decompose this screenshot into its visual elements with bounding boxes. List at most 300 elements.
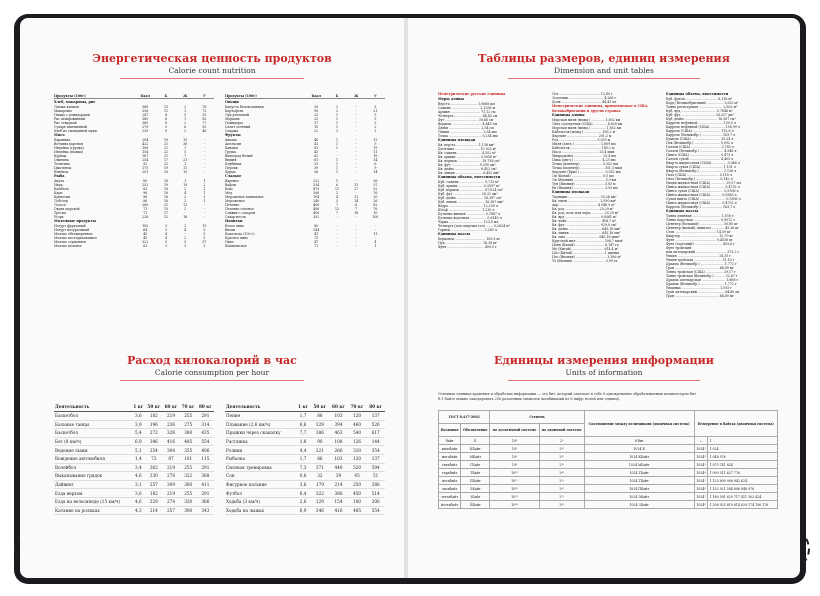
consumption-cell: 463 (329, 429, 348, 438)
energy-cell: Ягнёнок (54, 170, 69, 174)
energy-cell: 21 (163, 142, 169, 146)
energy-cell: Мороженое ванильное (225, 195, 264, 199)
energy-cell: Картофель (225, 109, 244, 113)
energy-cell: - (336, 232, 338, 236)
dimension-row: Кабельтов (межд.) ................. 185,2 м (552, 130, 616, 134)
info-cell: ЗБайт (461, 493, 490, 501)
energy-cell: Кекс (225, 187, 234, 191)
energy-cell: 5 (374, 105, 377, 109)
dimension-row: Фунт .................................... 409,5 г (438, 244, 497, 249)
energy-cell: 5 (203, 228, 206, 232)
energy-cell: 10 (373, 211, 378, 215)
energy-cell: 5 (203, 236, 206, 240)
consumption-cell: 32 (311, 472, 330, 481)
consumption-cell: 343 (197, 506, 214, 515)
dimension-row: Тонна тройская (США) ................. 29,17 г (666, 270, 736, 274)
info-cell: 1 048 576 (708, 453, 778, 461)
energy-cell: 7 (184, 154, 187, 158)
energy-cell: 32 (202, 113, 207, 117)
consumption-row (225, 429, 385, 438)
dimension-row: Кв. дюйм ......................... 6,452 см² (438, 166, 497, 171)
consumption-header-cell: 80 кг (366, 402, 385, 412)
info-cell: 10⁶ (490, 453, 539, 461)
energy-cell: Рис шлифованный (54, 117, 86, 121)
info-cell: 1024³ (694, 461, 708, 469)
consumption-cell: Выкапывание грядок (54, 472, 131, 481)
energy-cell: Спаржа (225, 129, 239, 133)
consumption-cell: 485 (180, 437, 197, 446)
energy-cell: 8 (164, 121, 167, 125)
energy-cell: - (355, 166, 357, 170)
consumption-cell: 3,4 (131, 463, 145, 472)
energy-cell: - (336, 215, 338, 219)
consumption-cell: 7,3 (296, 463, 311, 472)
consumption-cell: 254 (145, 446, 162, 455)
consumption-row (54, 420, 214, 429)
consumption-cell: 214 (329, 480, 348, 489)
dimension-row: Баррель (Великобр.) .................... 163,7 л (666, 205, 736, 209)
consumption-cell: 144 (366, 437, 385, 446)
dimension-divider (508, 78, 700, 79)
dimension-row: Баррель (Великобр.) .................... 163,7 л (666, 133, 736, 137)
energy-cell: 392 (313, 215, 320, 219)
energy-cell: 76 (373, 191, 378, 195)
energy-cell: 63 (143, 244, 148, 248)
info-cell: зеттабайт (439, 493, 461, 501)
dimension-subtitle: Dimension and unit tables (554, 66, 654, 75)
consumption-cell: 4,3 (131, 506, 145, 515)
energy-cell: 14 (373, 170, 378, 174)
consumption-cell: 255 (180, 489, 197, 498)
energy-cell: 16 (183, 215, 188, 219)
consumption-cell: 360 (180, 480, 197, 489)
dimension-row: Кварта жидкостная (США) .............. 0,946 л (666, 161, 740, 165)
energy-cell: 15 (183, 138, 188, 142)
dimension-row: Куб. фут ........................... 28,32 дм³ (438, 191, 498, 196)
energy-cell: 19 (163, 183, 169, 187)
consumption-cell: 3,9 (131, 420, 145, 429)
info-cell: 10²¹ (490, 493, 539, 501)
dimension-subheading: Единицы массы (438, 231, 471, 236)
dimension-subheading: Единицы объема, вместимости (666, 92, 729, 96)
consumption-cell: 346 (311, 506, 330, 515)
consumption-row (54, 429, 214, 438)
consumption-cell: Волейбол (54, 463, 131, 472)
energy-cell: Шампанское (225, 244, 247, 248)
consumption-cell: 304 (162, 446, 179, 455)
dimension-row: Драхма аптекарская ....................... 3,888 г (666, 278, 739, 282)
energy-group-title: Хлеб, макароны, рис (54, 100, 96, 104)
info-cell: эксабайт (439, 485, 461, 493)
energy-cell: 16 (163, 191, 169, 195)
energy-cell: 11 (373, 232, 378, 236)
consumption-row (225, 446, 385, 455)
info-cell: 8 бит (584, 437, 694, 445)
energy-cell: 322 (142, 240, 149, 244)
dimension-subheading: Меры длины (438, 96, 464, 101)
energy-cell: 2 (184, 199, 187, 203)
consumption-cell: 416 (162, 437, 179, 446)
dimension-row: Круговой мил ........................... 506,7 мкм² (552, 239, 624, 243)
consumption-cell: 594 (366, 463, 385, 472)
info-cell: петабайт (439, 477, 461, 485)
energy-cell: 422 (142, 142, 149, 146)
info-cell: КБайт (461, 445, 490, 453)
energy-cell: 100 (372, 215, 379, 219)
info-cell: 1024 КБайт (584, 453, 694, 461)
energy-cell: - (374, 228, 376, 232)
info-cell: 2⁵⁰ (539, 477, 584, 485)
dimension-row: Кв. вершок ....................... 19,758 см² (438, 158, 500, 163)
info-cell: 1024⁴ (694, 469, 708, 477)
consumption-cell: Баскетбол (54, 429, 131, 438)
dimension-row: Морская миля (межд.) .............. 1,852 км (552, 126, 622, 130)
consumption-cell: 236 (162, 420, 179, 429)
energy-cell: 201 (142, 170, 149, 174)
energy-cell: - (203, 138, 205, 142)
consumption-cell: 354 (366, 446, 385, 455)
energy-row (54, 129, 214, 133)
energy-cell: 19 (202, 224, 207, 228)
energy-cell: 306 (313, 191, 320, 195)
energy-cell: Капуста белокочанная (225, 105, 264, 109)
dimension-row: Золотник .................................. 4,266 г (552, 96, 617, 100)
energy-cell: 15 (183, 170, 188, 174)
energy-cell: Печенье слоеное (225, 207, 254, 211)
consumption-cell: 86 (311, 454, 330, 463)
dimension-row: Стон ........................................ 14,59 кг (666, 230, 731, 234)
energy-cell: Лук репчатый (225, 113, 250, 117)
energy-cell: 5 (203, 232, 206, 236)
consumption-cell: Дайвинг (54, 480, 131, 489)
consumption-row (54, 489, 214, 498)
energy-cell: 83 (143, 187, 148, 191)
info-row (439, 477, 778, 485)
consumption-cell: 416 (329, 506, 348, 515)
energy-cell: 252 (142, 183, 149, 187)
dimension-section-heading: Неметрические единицы, применяемые в США, Великобритании и других странах (552, 104, 649, 113)
consumption-cell: 272 (145, 429, 162, 438)
energy-cell: 46 (202, 129, 207, 133)
dimension-row: Десятина ........................ 10 925 м² (438, 146, 497, 151)
dimension-row: Сажень ........................... 2,1336 м (438, 105, 496, 110)
consumption-row (225, 472, 385, 481)
energy-cell: - (355, 215, 357, 219)
consumption-cell: 386 (329, 489, 348, 498)
energy-cell: - (336, 228, 338, 232)
energy-cell: Пиво (225, 240, 234, 244)
energy-cell: - (355, 146, 357, 150)
energy-cell: 22 (314, 129, 319, 133)
dimension-title: Таблицы размеров, единиц измерения (478, 52, 730, 65)
dimension-column-1 (438, 92, 542, 249)
dimension-column-2 (552, 92, 656, 263)
consumption-cell: 4,6 (131, 497, 145, 506)
energy-cell: - (203, 162, 205, 166)
info-cell: йоттабайт (439, 501, 461, 509)
info-cell: гигабайт (439, 461, 461, 469)
consumption-cell: Катание на роликах (54, 506, 131, 515)
energy-cell: Телятина (54, 162, 70, 166)
consumption-cell: 3,6 (296, 480, 311, 489)
energy-cell: 2 (184, 224, 187, 228)
energy-cell: 57 (373, 183, 378, 187)
energy-cell: 62 (314, 154, 319, 158)
energy-cell: 1 (335, 166, 338, 170)
energy-cell: 260 (142, 203, 149, 207)
energy-cell: Мёд (225, 191, 233, 195)
consumption-cell: 180 (348, 497, 367, 506)
energy-cell: Лобстер (54, 199, 68, 203)
energy-cell: 12 (334, 207, 340, 211)
energy-cell: 8 (355, 203, 358, 207)
info-cell: килобайт (439, 445, 461, 453)
dimension-row: Сухая пинта (США) ......................... 0,5506 л (666, 197, 741, 201)
dimension-row: Фунт (торговый) ........................... 453,6 г (666, 242, 735, 246)
consumption-cell: Ролики (225, 446, 296, 455)
consumption-row (225, 454, 385, 463)
energy-cell: - (355, 105, 357, 109)
dimension-row: Берковец .............................. 163,8 кг (438, 236, 501, 241)
energy-cell: 43 (314, 150, 319, 154)
consumption-cell: 221 (311, 446, 330, 455)
energy-table-left (54, 94, 214, 248)
consumption-cell: 275 (180, 420, 197, 429)
dimension-row: Пинта жидкостная (США) .......... 0,5683 л (666, 193, 737, 197)
dimension-row: Цзо (Япония) .............................. 3,306 м² (552, 255, 622, 259)
info-cell: 10³ (490, 445, 539, 453)
energy-cell: Белое вино (225, 224, 245, 228)
energy-header-cell: У (203, 94, 206, 98)
dimension-row: Тун (Япония) ............................ 3,03 м (552, 182, 616, 186)
consumption-row (54, 497, 214, 506)
energy-cell: Индейка (ножка) (54, 150, 84, 154)
energy-cell: 406 (313, 207, 320, 211)
dimension-row: Тонна короткая .......................... 0,9072 т (666, 218, 736, 222)
info-header-cell: Название (439, 424, 461, 437)
energy-cell: 1 (184, 117, 187, 121)
info-cell: — (694, 437, 708, 445)
energy-cell: 11 (373, 150, 378, 154)
energy-cell: Курица (54, 154, 67, 158)
consumption-cell: 6,4 (296, 489, 311, 498)
energy-cell: Свинина (54, 158, 69, 162)
dimension-row: Кв. линия ............................... 645,16 мм² (552, 231, 621, 235)
dimension-row: Таунщип ............................... 93,24 км² (552, 195, 617, 199)
energy-cell: 36 (183, 142, 188, 146)
dimension-row: Кв. род ................................. 25,29 м² (552, 207, 614, 211)
consumption-header-row (54, 402, 214, 412)
energy-table-right (225, 94, 385, 248)
energy-cell: 80 (314, 224, 319, 228)
consumption-header-cell: Деятельность (225, 402, 296, 412)
dimension-row: Квартер ..................................... 12,70 кг (666, 234, 734, 238)
dimension-row: Тонна тройская (Великобр.) .......... 32,67 г (666, 274, 738, 278)
info-cell: 1 125 899 906 842 624 (708, 477, 778, 485)
energy-group-title: Овощи (225, 100, 239, 104)
consumption-cell: 450 (348, 489, 367, 498)
dimension-row: Чарка ................................. 123,0 мл (438, 219, 499, 224)
energy-subtitle: Calorie count nutrition (168, 66, 256, 75)
info-group-header-cell: Измерение в байтах (двоичная система) (694, 411, 777, 437)
consumption-header-cell: Деятельность (54, 402, 131, 412)
energy-cell: Рис отварной (54, 121, 77, 125)
energy-cell: 11 (163, 109, 169, 113)
energy-header-cell: У (374, 94, 377, 98)
energy-cell: 11 (183, 166, 188, 170)
energy-cell: - (355, 244, 357, 248)
energy-cell: 29 (314, 162, 319, 166)
info-cell: 1 099 511 627 776 (708, 469, 778, 477)
energy-cell: 27 (354, 187, 359, 191)
consumption-cell: 554 (366, 506, 385, 515)
consumption-row (54, 463, 214, 472)
consumption-cell: 255 (180, 463, 197, 472)
energy-cell: 75 (314, 236, 319, 240)
energy-cell: 204 (142, 138, 149, 142)
info-cell: 1024 Б (584, 445, 694, 453)
consumption-row (225, 420, 385, 429)
info-cell: 2³⁰ (539, 461, 584, 469)
info-cell: 10¹² (490, 469, 539, 477)
energy-cell: 1 (184, 162, 187, 166)
energy-cell: Молоко цельное (54, 244, 82, 248)
dimension-row: Куб. линия .......................... 16,387 мм³ (438, 199, 504, 204)
info-header-cell: по двоичной системе (539, 424, 584, 437)
consumption-cell: Рыбалка (225, 454, 296, 463)
consumption-cell: Езда на велосипеде (15 км/ч) (54, 497, 131, 506)
consumption-cell: 250 (348, 480, 367, 489)
energy-cell: Салат зелёный (225, 125, 251, 129)
energy-cell: 16 (163, 179, 169, 183)
energy-cell: 106 (142, 146, 149, 150)
energy-cell: 1 (335, 170, 338, 174)
energy-cell: 28 (314, 105, 319, 109)
dimension-row: Четверть ........................... 44,45 см (438, 113, 498, 118)
consumption-cell: 2,6 (296, 497, 311, 506)
consumption-cell: Футбол (225, 489, 296, 498)
energy-cell: - (355, 154, 357, 158)
energy-cell: 19 (163, 138, 169, 142)
consumption-row (225, 463, 385, 472)
consumption-cell: Пение (225, 412, 296, 421)
energy-cell: 3 (164, 228, 167, 232)
info-cell: 1024² (694, 453, 708, 461)
consumption-row (54, 412, 214, 421)
consumption-cell: 103 (329, 412, 348, 421)
energy-cell: 360 (142, 121, 149, 125)
info-cell: терабайт (439, 469, 461, 477)
dimension-row: Куб. сажень ........................ 9,713 м³ (438, 179, 499, 184)
consumption-cell: 310 (348, 446, 367, 455)
energy-cell: Баранина (54, 138, 71, 142)
energy-cell: Ветчина вареная (54, 142, 83, 146)
dimension-row: Центнер (большой) ....................... 50,80 кг (666, 222, 738, 226)
energy-cell: - (374, 224, 376, 228)
energy-cell: 9 (164, 125, 167, 129)
consumption-cell: 355 (180, 446, 197, 455)
consumption-cell: Фигурное катание (225, 480, 296, 489)
consumption-row (54, 506, 214, 515)
consumption-cell: 108 (329, 437, 348, 446)
dimension-row: Точка (поинтер) ..................... 0,352 мм (552, 162, 618, 166)
energy-cell: 194 (313, 195, 320, 199)
energy-cell: 17 (163, 158, 169, 162)
energy-cell: 9 (184, 240, 187, 244)
energy-cell: - (355, 117, 357, 121)
energy-cell: - (184, 211, 186, 215)
consumption-row (54, 480, 214, 489)
energy-cell: Пицца с помидорами (54, 113, 90, 117)
energy-cell: - (336, 150, 338, 154)
energy-cell: 72 (202, 109, 207, 113)
energy-cell: 10 (314, 125, 319, 129)
dimension-row: Галлон (Великобр.) ....................... 4,546 л (666, 149, 737, 153)
energy-cell: Мороженое (225, 199, 245, 203)
dimension-row: Кв. фут .................................. 929,0 см² (552, 223, 617, 227)
energy-cell: Виски (225, 228, 236, 232)
info-cell: ТБайт (461, 469, 490, 477)
energy-cell: - (355, 170, 357, 174)
consumption-cell: Прыжки через скакалку (225, 429, 296, 438)
consumption-cell: 6,6 (296, 420, 311, 429)
consumption-cell: 314 (197, 420, 214, 429)
dimension-subheading: Единицы площади (552, 190, 590, 194)
energy-cell: 2 (184, 129, 187, 133)
energy-cell: Сухарь пшеничный (54, 125, 87, 129)
dimension-row: Бутылка винная .................. 0,7687 л (438, 211, 500, 216)
consumption-cell: 4,4 (296, 446, 311, 455)
dimension-row: Галлон (США) ............................. 3,785 л (666, 145, 734, 149)
info-divider (508, 380, 700, 381)
energy-cell: 17 (314, 121, 319, 125)
dimension-row: Пика (англ.) ........................... 4,23 мм (552, 158, 616, 162)
energy-cell: 1 (335, 158, 338, 162)
energy-cell: Икра (54, 183, 63, 187)
energy-cell: Камбала (54, 187, 69, 191)
energy-cell: 5 (203, 244, 206, 248)
info-row (439, 493, 778, 501)
consumption-cell: 276 (162, 472, 179, 481)
energy-header-cell: Ккал (140, 94, 150, 98)
energy-cell: 21 (373, 109, 378, 113)
energy-cell: 1 (335, 113, 338, 117)
energy-cell: 77 (202, 121, 207, 125)
dimension-row: Штоф ................................ 1,230 л (438, 207, 495, 212)
consumption-cell: 219 (162, 463, 179, 472)
energy-cell: 13 (183, 203, 188, 207)
consumption-header-cell: 70 кг (180, 402, 197, 412)
dimension-row: Цзо (Китай) .............................. 1 щилма (552, 251, 620, 255)
energy-cell: 81 (314, 146, 319, 150)
energy-cell: Окунь морской (54, 207, 80, 211)
dimension-row: Галлон сухой .............................. 4,405 л (666, 157, 734, 161)
consumption-cell: 394 (329, 420, 348, 429)
consumption-cell: Плавание (2,6 км/ч) (225, 420, 296, 429)
consumption-cell: 214 (145, 506, 162, 515)
energy-cell: 23 (314, 113, 319, 117)
energy-cell: Морковь (225, 117, 240, 121)
energy-cell: 2 (184, 187, 187, 191)
energy-cell: - (355, 109, 357, 113)
info-cell: 2⁶⁰ (539, 485, 584, 493)
info-cell: 1024⁶ (694, 485, 708, 493)
energy-cell: 6 (374, 162, 377, 166)
dimension-row: Дюйм ............................... 2,54 см (438, 125, 494, 130)
dimension-row: Гилл (Великобр.) ....................... 0,142 л (666, 177, 733, 181)
energy-cell: 2 (184, 105, 187, 109)
energy-cell: 167 (142, 154, 149, 158)
